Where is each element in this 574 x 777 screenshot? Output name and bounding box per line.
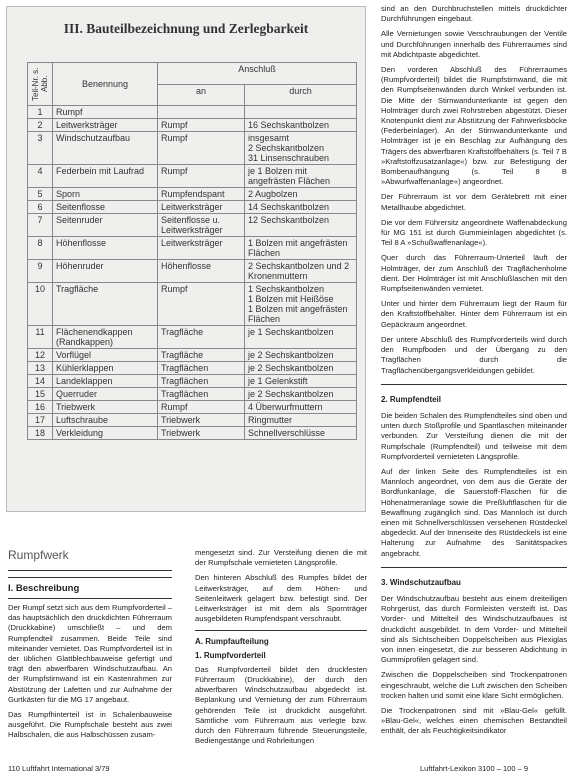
cell-an: Rumpf <box>158 401 245 414</box>
parts-table-box <box>6 6 366 512</box>
paragraph: Der Rumpf setzt sich aus dem Rumpfvorderteil – das hauptsächlich den druckdichten Führerraum (Druckkabine) umschließt – und dem Rumpfendteil zusammen. Beide Teile sind miteinander vernietet. Das Rumpfvorderteil ist in der üblichen Glattblechbauweise gefertigt und trägt den abwerfbaren Windschutzaufbau. An der Rumpfstirnwand ist ein Kastenrahmen zur Abstützung der Lafetten und zur Aufnahme der Gurtkästen für die MG 17 angebaut. <box>8 603 172 704</box>
paragraph: Das Rumpfvorderteil bildet den druckfesten Führerraum (Druckkabine), der durch den abwerfbaren Windschutzaufbau abgedeckt ist. Beplankung und Vernietung der zum Führerraum gehörenden Teile ist druckdicht ausgeführt. Sämtliche vom Führerraum aus verlegte bzw. durch den Führerraum führende Steuerungsteile, Bediengestänge und Rohrleitungen <box>195 664 367 746</box>
cell-name: Seitenflosse <box>53 201 158 214</box>
cell-an: Triebwerk <box>158 427 245 440</box>
cell-nr: 15 <box>28 388 53 401</box>
paragraph: Auf der linken Seite des Rumpfendteiles ist ein Mannloch angeordnet, von dem aus die Geräte der Bordfunkanlage, die Sauerstoff-Flaschen für die Höhenatmeranlage sowie die Preßluftflaschen für die Bewaffnung zugänglich sind. Das Mannloch ist durch einen mit Schnellverschlüssen versehenen Rüstdeckel abgedeckt. Auf der Innenseite des Rüstdeckels ist eine Halterung zur Aufnahme des Sanitätspackes angebracht. <box>381 466 567 558</box>
divider <box>8 570 172 571</box>
cell-name: Federbein mit Laufrad <box>53 165 158 188</box>
section-heading: 2. Rumpfendteil <box>381 394 442 404</box>
cell-name: Rumpf <box>53 106 158 119</box>
paragraph: Den vorderen Abschluß des Führerraumes (Rumpfvorderteil) bildet die Rumpfstirnwand, die mit den Rumpfseitenwänden durch Winkel verbunden ist. Die Mitte der Stirnwandunterkante ist gegen den Holmträger durch zwei Rohrstreben abgestützt. Dieser Knotenpunkt dient zur Abstützung der Fahrwerksböcke (Federbeinlager). An der Stirnwandunterkante und Holmträger ist je ein Beschlag zur Aufhängung des Trägers des abwerfbaren Kraftstoffbehälters (s. Teil 7 B »Kraftstoffzusatzanlage«) bzw. zur Befestigung der Bombenaufhängung (s. Teil 8 B »Abwurfwaffenanlage«) angeordnet. <box>381 65 567 187</box>
cell-an: Rumpf <box>158 119 245 132</box>
header-durch: durch <box>245 84 357 106</box>
footer-left: 110 Luftfahrt International 3/79 <box>8 764 110 773</box>
cell-durch: je 2 Sechskantbolzen <box>245 362 357 375</box>
paragraph: Den hinteren Abschluß des Rumpfes bildet der Leitwerksträger, auf dem Höhen- und Seitenleitwerk gelagert bzw. befestigt sind. Der Leitwerksträger ist mit dem als Spornträger ausgebildeten Rumpfendspant verschraubt. <box>195 573 367 624</box>
header-anschluss: Anschluß <box>158 63 357 85</box>
cell-durch: je 2 Sechskantbolzen <box>245 388 357 401</box>
cell-an: Tragflächen <box>158 375 245 388</box>
table-row <box>28 362 357 375</box>
cell-durch: je 1 Sechskantbolzen <box>245 326 357 349</box>
paragraph: Der Windschutzaufbau besteht aus einem dreiteiligen Rohrgerüst, das durch Formleisten versteift ist. Das Vorder- und Mittelteil des Windschutzaufbaues ist druckdicht ausgebildet. In dem Vorder- und Mittelteil sind als Sichtscheiben Doppelscheiben aus Plexiglas von innen eingesetzt, die zur besseren Abdichtung in Gummiprofilen gelagert sind. <box>381 593 567 665</box>
cell-durch: 4 Überwurfmuttern <box>245 401 357 414</box>
table-row <box>28 188 357 201</box>
cell-durch: 2 Augbolzen <box>245 188 357 201</box>
table-row <box>28 237 357 260</box>
cell-name: Triebwerk <box>53 401 158 414</box>
cell-nr: 3 <box>28 132 53 165</box>
cell-an: Tragfläche <box>158 326 245 349</box>
paragraph: sind an den Durchbruchstellen mittels druckdichter Durchführungen eingebaut. <box>381 4 567 24</box>
paragraph: Die vor dem Führersitz angeordnete Waffenabdeckung für MG 151 ist durch Gummieinlagen abgedichtet (s. Teil 8 A »Schußwaffenanlage«). <box>381 217 567 248</box>
cell-nr: 13 <box>28 362 53 375</box>
cell-durch: je 2 Sechskantbolzen <box>245 349 357 362</box>
paragraph: Der Führerraum ist vor dem Gerätebrett mit einer Metallhaube abgedichtet. <box>381 192 567 212</box>
paragraph: Der untere Abschluß des Rumpfvorderteils wird durch den Rumpfboden und der Übergang zu den Tragflächen durch die Tragflächenübergangsverkleidungen gebildet. <box>381 334 567 375</box>
header-an: an <box>158 84 245 106</box>
cell-durch: je 1 Bolzen mit angefrästen Flächen <box>245 165 357 188</box>
cell-an: Seitenflosse u. Leitwerksträger <box>158 214 245 237</box>
cell-name: Höhenruder <box>53 260 158 283</box>
cell-name: Höhenflosse <box>53 237 158 260</box>
paragraph: Quer durch das Führerraum-Unterteil läuft der Holmträger, der zum Anschluß der Tragflächenholme dient. Der Holmträger ist mit Anschlußlaschen mit den Rumpfseitenwänden vernietet. <box>381 253 567 294</box>
cell-an: Tragfläche <box>158 349 245 362</box>
cell-nr: 2 <box>28 119 53 132</box>
section-heading: A. Rumpfaufteilung <box>195 637 269 647</box>
cell-nr: 1 <box>28 106 53 119</box>
paragraph: Die Trockenpatronen sind mit »Blau-Gel« gefüllt. »Blau-Gel«, welches einen chemischen Bestandteil enthält, der als Feuchtigkeitsindikator <box>381 705 567 736</box>
cell-durch: insgesamt 2 Sechskantbolzen 31 Linsenschrauben <box>245 132 357 165</box>
table-row <box>28 326 357 349</box>
paragraph: Die beiden Schalen des Rumpfendteiles sind oben und unten durch Stoßprofile und Spantlaschen miteinander verbunden. Zur Versteifung dienen die mit der Rumpfschale (Rumpfendteil) und teilweise mit dem Rumpfvorderteil vernieteten Längsprofile. <box>381 410 567 461</box>
heading: I. Beschreibung <box>8 583 80 594</box>
cell-an: Leitwerksträger <box>158 237 245 260</box>
table-row <box>28 119 357 132</box>
section-heading: 3. Windschutzaufbau <box>381 577 461 587</box>
middle-column <box>195 548 367 751</box>
paragraph: mengesetzt sind. Zur Versteifung dienen die mit der Rumpfschale vernieteten Längsprofile. <box>195 548 367 568</box>
cell-nr: 8 <box>28 237 53 260</box>
cell-an: Rumpf <box>158 132 245 165</box>
cell-name: Flächenendkappen (Randkappen) <box>53 326 158 349</box>
cell-durch <box>245 106 357 119</box>
cell-durch: 1 Bolzen mit angefrästen Flächen <box>245 237 357 260</box>
cell-nr: 11 <box>28 326 53 349</box>
table-row <box>28 106 357 119</box>
paragraph: Alle Vernietungen sowie Verschraubungen der Ventile und Durchführungen innerhalb des Führerraumes sind mit Abdichtpaste abgedichtet. <box>381 29 567 59</box>
table-row <box>28 427 357 440</box>
cell-name: Windschutzaufbau <box>53 132 158 165</box>
cell-nr: 14 <box>28 375 53 388</box>
cell-name: Kühlerklappen <box>53 362 158 375</box>
section-heading: 1. Rumpfvorderteil <box>195 650 266 660</box>
table-row <box>28 214 357 237</box>
cell-an: Leitwerksträger <box>158 201 245 214</box>
paragraph: Das Rumpfhinterteil ist in Schalenbauweise ausgeführt. Die Rumpfschale besteht aus zwei Halbschalen, die aus Halbschüssen zusam- <box>8 710 172 740</box>
cell-durch: 12 Sechskantbolzen <box>245 214 357 237</box>
divider <box>8 577 172 578</box>
cell-an: Rumpf <box>158 165 245 188</box>
cell-durch: 1 Sechskantbolzen 1 Bolzen mit Heißöse 1 Bolzen mit angefrästen Flächen <box>245 283 357 326</box>
cell-name: Landeklappen <box>53 375 158 388</box>
table-row <box>28 388 357 401</box>
table-row <box>28 201 357 214</box>
table-row <box>28 165 357 188</box>
section-title: Rumpfwerk <box>8 548 69 562</box>
cell-name: Vorflügel <box>53 349 158 362</box>
parts-table <box>27 62 357 440</box>
table-row <box>28 132 357 165</box>
table-title: III. Bauteilbezeichnung und Zerlegbarkeit <box>63 21 309 36</box>
cell-nr: 16 <box>28 401 53 414</box>
cell-durch: 16 Sechskantbolzen <box>245 119 357 132</box>
paragraph: Zwischen die Doppelscheiben sind Trockenpatronen eingeschraubt, welche die Luft zwischen den Scheiben trocken halten und somit eine klare Sicht ermöglichen. <box>381 670 567 700</box>
cell-an <box>158 106 245 119</box>
cell-durch: Ringmutter <box>245 414 357 427</box>
cell-name: Seitenruder <box>53 214 158 237</box>
cell-name: Luftschraube <box>53 414 158 427</box>
cell-durch: 14 Sechskantbolzen <box>245 201 357 214</box>
cell-nr: 17 <box>28 414 53 427</box>
cell-name: Tragfläche <box>53 283 158 326</box>
cell-an: Tragflächen <box>158 388 245 401</box>
cell-an: Rumpf <box>158 283 245 326</box>
right-column <box>381 4 567 742</box>
cell-name: Leitwerksträger <box>53 119 158 132</box>
cell-nr: 6 <box>28 201 53 214</box>
cell-nr: 18 <box>28 427 53 440</box>
table-row <box>28 414 357 427</box>
divider <box>8 598 172 599</box>
table-row <box>28 375 357 388</box>
cell-durch: je 1 Gelenkstift <box>245 375 357 388</box>
table-row <box>28 283 357 326</box>
cell-nr: 9 <box>28 260 53 283</box>
header-nr: Teil-Nr. s. Abb. <box>28 63 53 106</box>
cell-an: Triebwerk <box>158 414 245 427</box>
cell-durch: 2 Sechskantbolzen und 2 Kronenmuttern <box>245 260 357 283</box>
cell-nr: 10 <box>28 283 53 326</box>
table-row <box>28 401 357 414</box>
cell-name: Sporn <box>53 188 158 201</box>
table-row <box>28 349 357 362</box>
footer-right: Luftfahrt-Lexikon 3100 – 100 – 9 <box>420 764 528 773</box>
paragraph: Unter und hinter dem Führerraum liegt der Raum für den Kraftstoffbehälter. Hinter dem Führerraum ist ein Gepäckraum angeordnet. <box>381 299 567 329</box>
cell-name: Querruder <box>53 388 158 401</box>
cell-nr: 12 <box>28 349 53 362</box>
cell-nr: 5 <box>28 188 53 201</box>
cell-an: Rumpfendspant <box>158 188 245 201</box>
cell-nr: 4 <box>28 165 53 188</box>
cell-an: Tragflächen <box>158 362 245 375</box>
cell-nr: 7 <box>28 214 53 237</box>
table-row <box>28 260 357 283</box>
cell-durch: Schnellverschlüsse <box>245 427 357 440</box>
left-column <box>8 603 172 746</box>
cell-an: Höhenflosse <box>158 260 245 283</box>
header-benennung: Benennung <box>53 63 158 106</box>
cell-name: Verkleidung <box>53 427 158 440</box>
